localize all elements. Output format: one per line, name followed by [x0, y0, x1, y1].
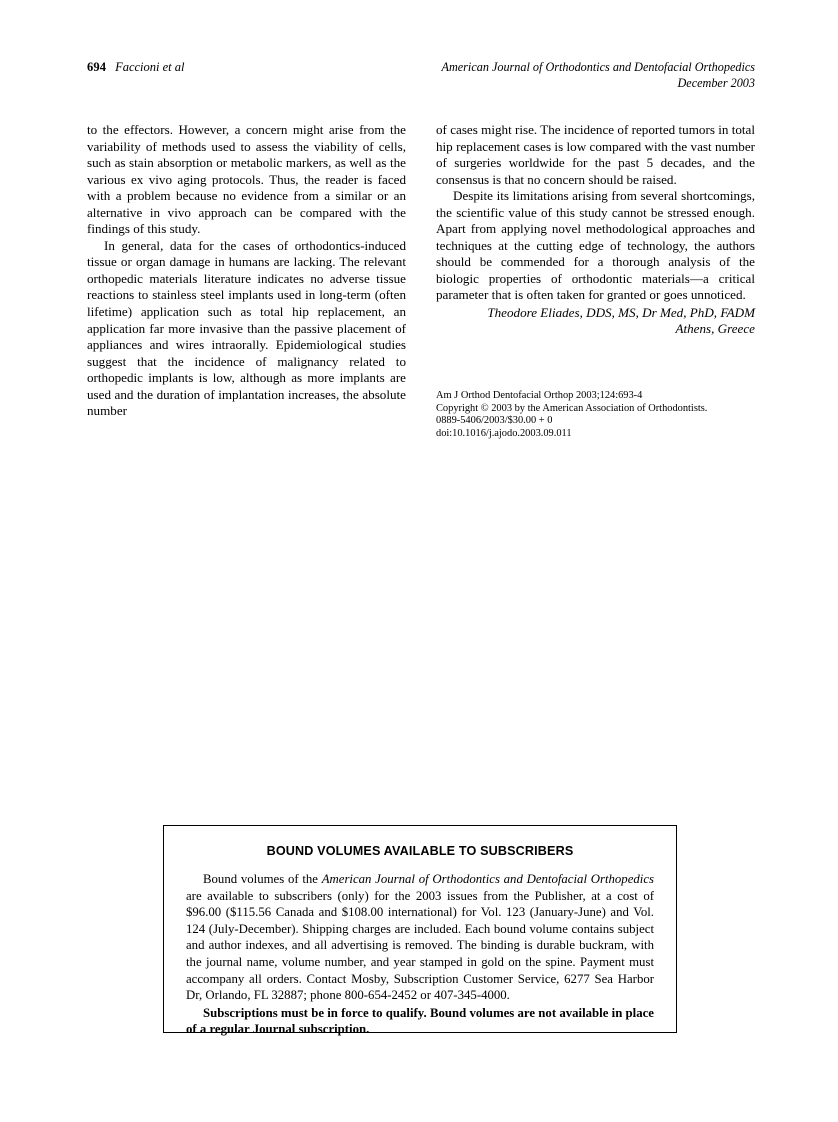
running-head-authors: Faccioni et al	[115, 60, 185, 74]
running-head	[87, 60, 755, 96]
running-head-right	[442, 60, 755, 91]
notice-title: BOUND VOLUMES AVAILABLE TO SUBSCRIBERS	[266, 844, 574, 858]
notice-journal-title: American Journal of Orthodontics and Dentofacial Orthopedics	[321, 872, 654, 886]
copyright-line: Copyright © 2003 by the American Association of Orthodontists.	[436, 402, 708, 414]
issn-line: 0889-5406/2003/$30.00 + 0	[436, 415, 553, 427]
signature-name: Theodore Eliades, DDS, MS, Dr Med, PhD, FADM	[487, 305, 755, 321]
doi-line: doi:10.1016/j.ajodo.2003.09.011	[436, 427, 572, 439]
notice-paragraph	[186, 871, 654, 1004]
paragraph: of cases might rise. The incidence of reported tumors in total hip replacement cases is low compared with the vast number of surgeries worldwide for the past 5 decades, and the consensus is that no concern should be raised.	[436, 122, 755, 187]
notice-rest-text: are available to subscribers (only) for the 2003 issues from the Publisher, at a cost of $96.00 ($115.56 Canada and $108.00 international) for Vol. 123 (January-June) and Vol. 124 (July-December). Shipping charges are included. Each bound volume contains subject and author indexes, and all advertising is removed. The binding is durable buckram, with the journal name, volume number, and year stamped in gold on the spine. Payment must accompany all orders. Contact Mosby, Subscription Customer Service, 6277 Sea Harbor Dr, Orlando, FL 32887; phone 800-654-2452 or 407-345-4000.	[186, 888, 654, 1003]
paragraph: to the effectors. However, a concern might arise from the variability of methods used to assess the viability of cells, such as stain absorption or metabolic markers, as well as the various ex vivo aging protocols. Thus, the reader is faced with a problem because no evidence from a similar or an alternative in vivo approach can be compared with the findings of this study.	[87, 122, 406, 237]
notice-bold-paragraph: Subscriptions must be in force to qualify. Bound volumes are not available in place of a regular Journal subscription.	[186, 1005, 654, 1037]
notice-body	[186, 871, 654, 1038]
notice-lead-text: Bound volumes of the	[203, 872, 322, 886]
bound-volumes-notice-box	[163, 825, 677, 1037]
citation-line: Am J Orthod Dentofacial Orthop 2003;124:693-4	[436, 390, 643, 401]
running-head-left	[87, 60, 184, 75]
body-column-right	[436, 122, 755, 338]
body-column-left	[87, 122, 406, 420]
signature-location: Athens, Greece	[675, 321, 755, 337]
notice-inner	[164, 826, 676, 1038]
author-signature	[436, 305, 755, 338]
paragraph: In general, data for the cases of orthodontics-induced tissue or organ damage in humans are lacking. The relevant orthopedic materials literature indicates no adverse tissue reactions to stainless steel implants used in long-term (often lifetime) application such as total hip replacement, an application far more invasive than the passive placement of appliances and wires intraorally. Epidemiological studies suggest that the incidence of malignancy related to orthopedic implants is low, although as more implants are used and the duration of implantation increases, the absolute number	[87, 237, 406, 419]
copyright-block	[436, 390, 766, 440]
paragraph: Despite its limitations arising from several shortcomings, the scientific value of this study cannot be stressed enough. Apart from applying novel methodological approaches and techniques at the cutting edge of technology, the authors should be commended for a thorough analysis of the biologic properties of orthodontic materials—a critical parameter that is often taken for granted or goes unnoticed.	[436, 188, 755, 303]
journal-title: American Journal of Orthodontics and Dentofacial Orthopedics	[441, 60, 755, 74]
issue-date: December 2003	[677, 75, 755, 90]
page-number: 694	[87, 60, 107, 74]
